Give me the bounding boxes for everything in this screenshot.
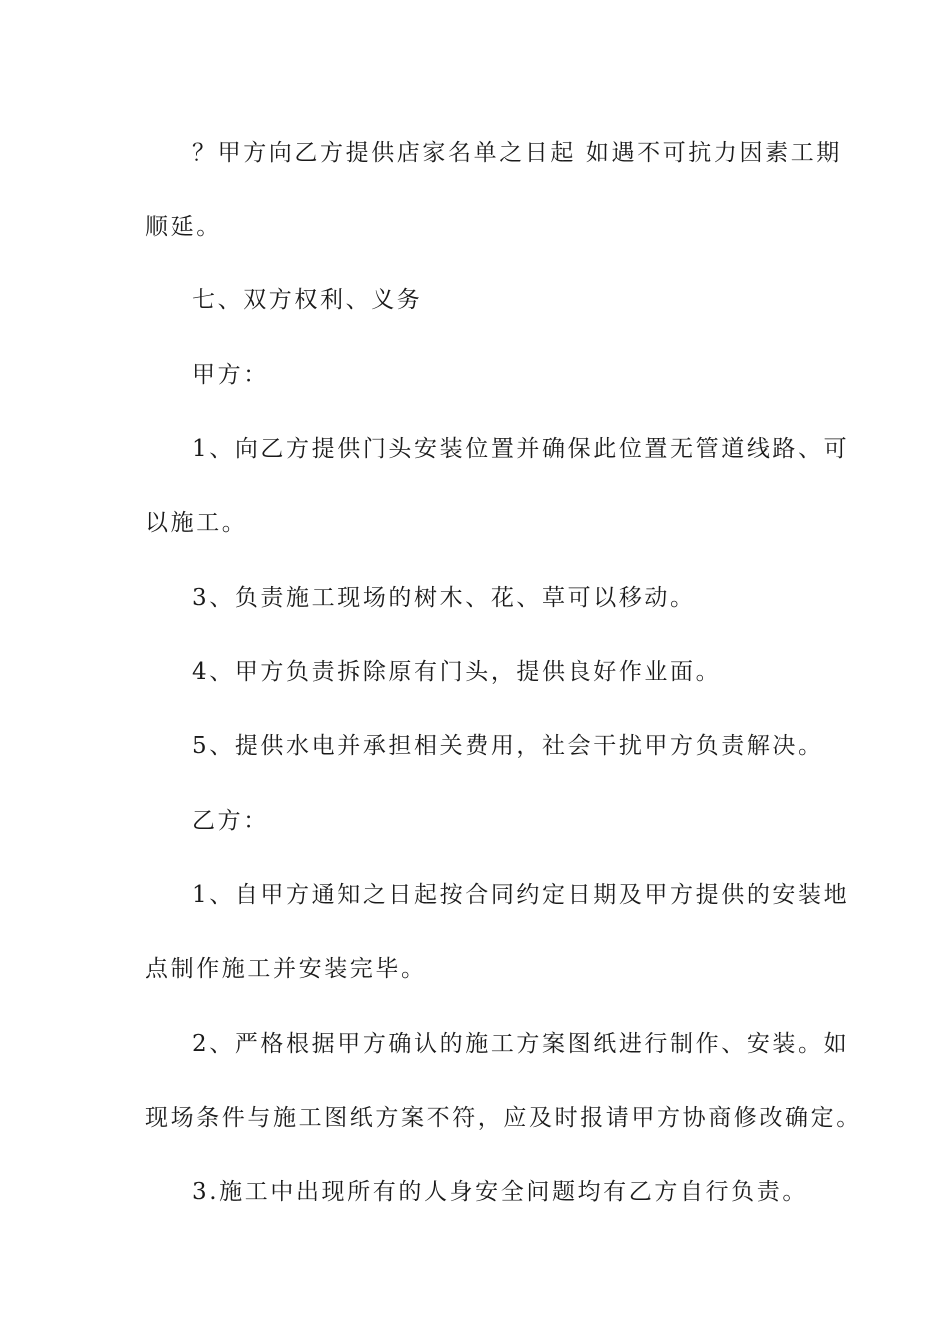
paragraph-line: 1、向乙方提供门头安装位置并确保此位置无管道线路、可 <box>192 436 850 462</box>
party-heading: 乙方： <box>192 808 269 834</box>
paragraph-line: 5、提供水电并承担相关费用，社会干扰甲方负责解决。 <box>192 733 824 759</box>
paragraph-line: 4、甲方负责拆除原有门头，提供良好作业面。 <box>192 659 722 685</box>
paragraph-line: 顺延。 <box>145 214 222 240</box>
paragraph-line: 现场条件与施工图纸方案不符，应及时报请甲方协商修改确定。 <box>145 1105 862 1131</box>
paragraph-line: 3.施工中出现所有的人身安全问题均有乙方自行负责。 <box>192 1179 808 1205</box>
paragraph-line: 3、负责施工现场的树木、花、草可以移动。 <box>192 585 696 611</box>
party-heading: 甲方： <box>192 362 269 388</box>
paragraph-line: 以施工。 <box>145 510 248 536</box>
paragraph-line: 点制作施工并安装完毕。 <box>145 956 427 982</box>
paragraph-line: ？甲方向乙方提供店家名单之日起 如遇不可抗力因素工期 <box>192 140 842 166</box>
paragraph-line: 1、自甲方通知之日起按合同约定日期及甲方提供的安装地 <box>192 882 850 908</box>
paragraph-line: 2、严格根据甲方确认的施工方案图纸进行制作、安装。如 <box>192 1031 850 1057</box>
section-heading: 七、双方权利、义务 <box>192 287 423 313</box>
